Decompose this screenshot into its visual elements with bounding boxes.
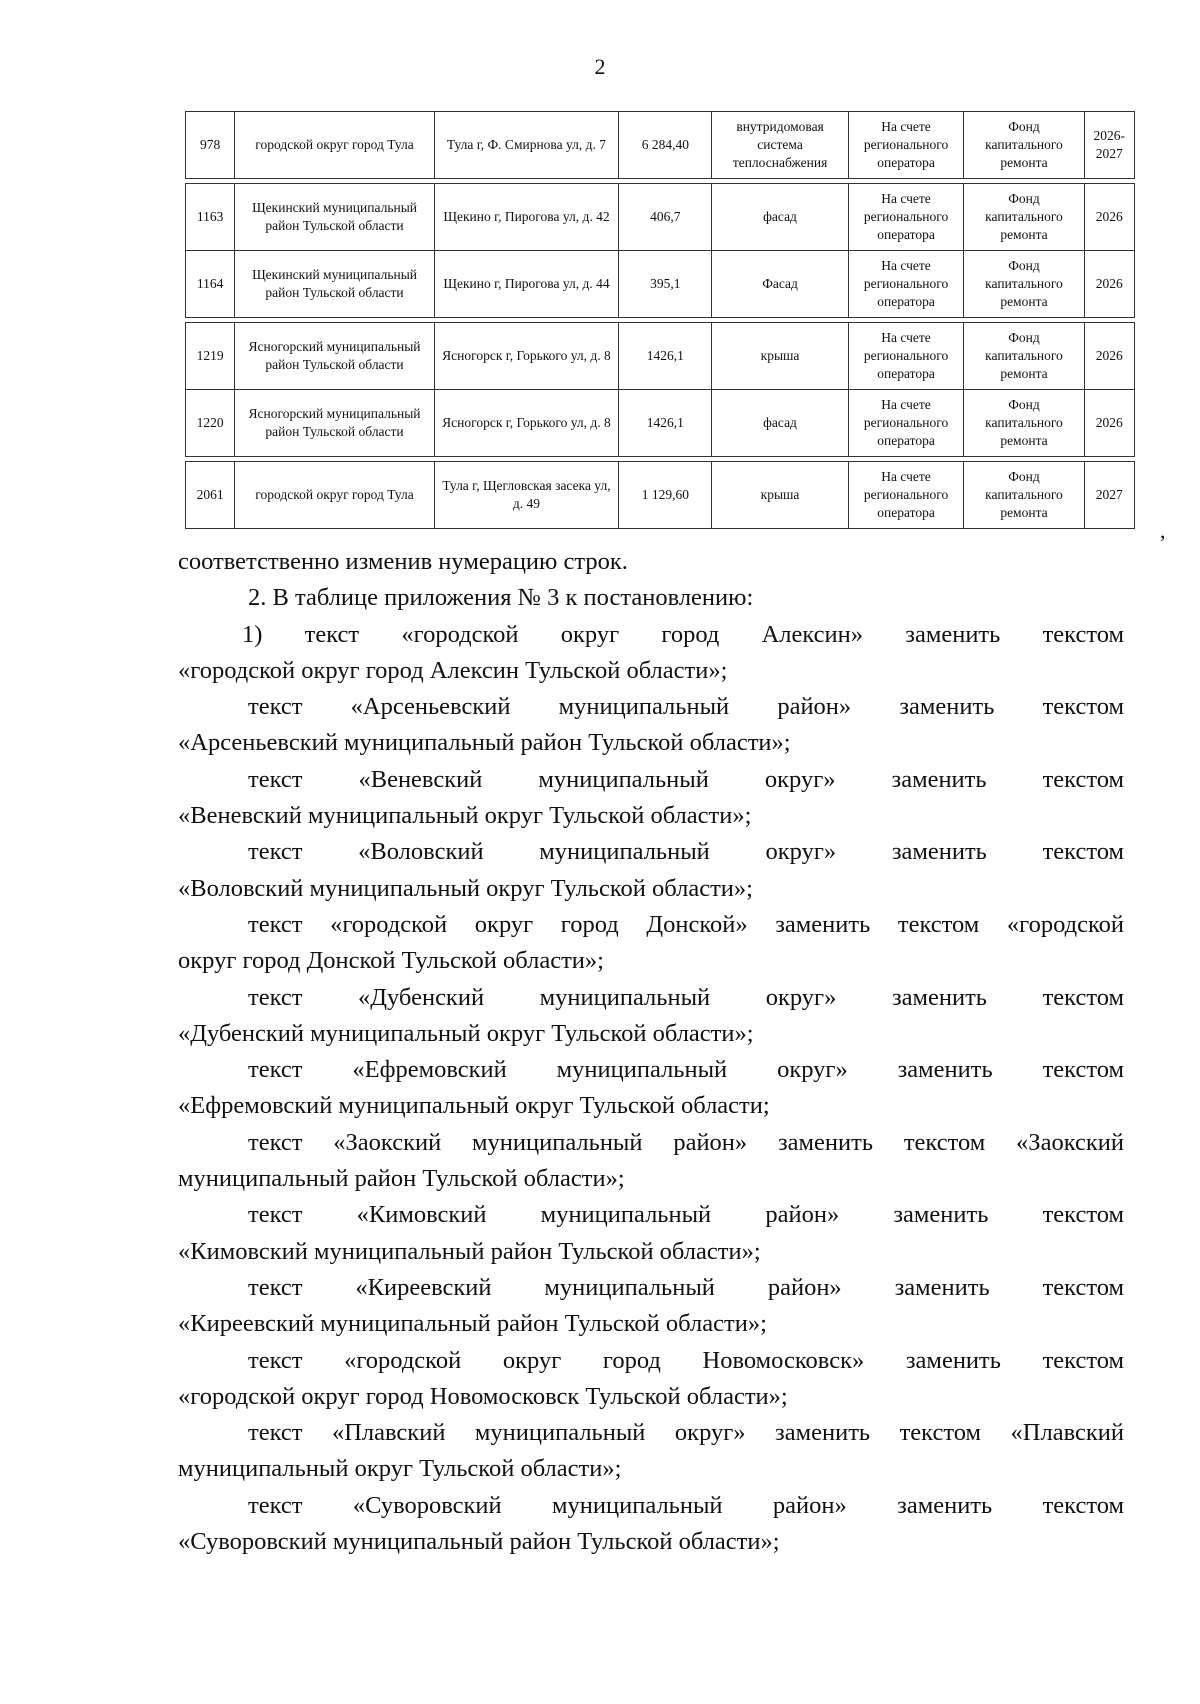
funding-source-cell: Фонд капитального ремонта [964,323,1084,390]
body-paragraph-line: текст «Киреевский муниципальный район» заменить текстом [248,1273,1124,1301]
row-number: 1163 [186,184,235,251]
work-type-cell: внутридомовая система теплоснабжения [712,112,848,179]
body-paragraph-line: текст «Суворовский муниципальный район» заменить текстом [248,1491,1124,1519]
body-text [178,544,1124,1560]
body-paragraph-line: «Ефремовский муниципальный округ Тульской области; [178,1092,770,1120]
row-number: 2061 [186,462,235,529]
body-paragraph-line: текст «Веневский муниципальный округ» заменить текстом [248,765,1124,793]
work-type-cell: фасад [712,184,848,251]
municipality-cell: Щекинский муниципальный район Тульской области [235,184,434,251]
area-cell: 406,7 [619,184,712,251]
account-cell: На счете регионального оператора [848,184,964,251]
body-paragraph-line: текст «Воловский муниципальный округ» заменить текстом [248,838,1124,866]
work-type-cell: фасад [712,390,848,457]
area-cell: 6 284,40 [619,112,712,179]
address-cell: Ясногорск г, Горького ул, д. 8 [434,390,618,457]
years-cell: 2026-2027 [1084,112,1134,179]
table-row [186,112,1135,179]
table-row [186,323,1135,390]
municipality-cell: Щекинский муниципальный район Тульской области [235,251,434,318]
body-paragraph-line: текст «Арсеньевский муниципальный район» заменить текстом [248,693,1124,721]
address-cell: Ясногорск г, Горького ул, д. 8 [434,323,618,390]
table-group [185,183,1135,318]
body-paragraph-line: соответственно изменив нумерацию строк. [178,548,628,575]
table-group [185,111,1135,179]
account-cell: На счете регионального оператора [848,462,964,529]
account-cell: На счете регионального оператора [848,112,964,179]
table-row [186,251,1135,318]
body-paragraph-line: «Киреевский муниципальный район Тульской области»; [178,1310,767,1338]
account-cell: На счете регионального оператора [848,323,964,390]
row-number: 1164 [186,251,235,318]
body-paragraph-line: «Веневский муниципальный округ Тульской области»; [178,802,752,830]
area-cell: 1426,1 [619,323,712,390]
area-cell: 1 129,60 [619,462,712,529]
area-cell: 395,1 [619,251,712,318]
body-paragraph-line: 2. В таблице приложения № 3 к постановлению: [248,584,754,612]
work-type-cell: крыша [712,323,848,390]
years-cell: 2026 [1084,323,1134,390]
municipality-cell: Ясногорский муниципальный район Тульской области [235,323,434,390]
funding-source-cell: Фонд капитального ремонта [964,390,1084,457]
body-paragraph-line: текст «Плавский муниципальный округ» заменить текстом «Плавский [248,1419,1124,1447]
account-cell: На счете регионального оператора [848,390,964,457]
account-cell: На счете регионального оператора [848,251,964,318]
area-cell: 1426,1 [619,390,712,457]
body-paragraph-line: текст «Заокский муниципальный район» заменить текстом «Заокский [248,1128,1124,1156]
work-type-cell: Фасад [712,251,848,318]
municipality-cell: городской округ город Тула [235,462,434,529]
body-paragraph-line: 1) текст «городской округ город Алексин» заменить текстом [242,620,1124,648]
body-paragraph-line: округ город Донской Тульской области»; [178,947,604,975]
table-group [185,461,1135,529]
table-row [186,462,1135,529]
years-cell: 2026 [1084,251,1134,318]
body-paragraph-line: «Кимовский муниципальный район Тульской области»; [178,1237,761,1265]
address-cell: Тула г, Ф. Смирнова ул, д. 7 [434,112,618,179]
data-tables [185,111,1135,529]
trailing-comma: , [1160,518,1166,543]
body-paragraph-line: «городской округ город Новомосковск Тульской области»; [178,1382,788,1410]
body-paragraph-line: текст «Кимовский муниципальный район» заменить текстом [248,1201,1124,1229]
page-number: 2 [594,54,606,79]
work-type-cell: крыша [712,462,848,529]
body-paragraph-line: муниципальный округ Тульской области»; [178,1455,622,1483]
funding-source-cell: Фонд капитального ремонта [964,184,1084,251]
row-number: 978 [186,112,235,179]
body-paragraph-line: текст «Ефремовский муниципальный округ» заменить текстом [248,1056,1124,1084]
municipality-cell: Ясногорский муниципальный район Тульской области [235,390,434,457]
body-paragraph-line: «Арсеньевский муниципальный район Тульской области»; [178,729,791,757]
row-number: 1219 [186,323,235,390]
table-group [185,322,1135,457]
body-paragraph-line: «Суворовский муниципальный район Тульской области»; [178,1528,780,1556]
funding-source-cell: Фонд капитального ремонта [964,112,1084,179]
row-number: 1220 [186,390,235,457]
address-cell: Тула г, Щегловская засека ул, д. 49 [434,462,618,529]
municipality-cell: городской округ город Тула [235,112,434,179]
funding-source-cell: Фонд капитального ремонта [964,462,1084,529]
address-cell: Щекино г, Пирогова ул, д. 44 [434,251,618,318]
body-paragraph-line: «Дубенский муниципальный округ Тульской области»; [178,1019,754,1047]
body-paragraph-line: «Воловский муниципальный округ Тульской области»; [178,874,753,902]
table-row [186,390,1135,457]
body-paragraph-line: текст «Дубенский муниципальный округ» заменить текстом [248,983,1124,1011]
years-cell: 2026 [1084,184,1134,251]
body-paragraph-line: муниципальный район Тульской области»; [178,1165,625,1193]
address-cell: Щекино г, Пирогова ул, д. 42 [434,184,618,251]
years-cell: 2027 [1084,462,1134,529]
table-row [186,184,1135,251]
years-cell: 2026 [1084,390,1134,457]
body-paragraph-line: текст «городской округ город Новомосковск» заменить текстом [248,1346,1124,1374]
body-paragraph-line: «городской округ город Алексин Тульской области»; [178,656,728,684]
body-paragraph-line: текст «городской округ город Донской» заменить текстом «городской [248,910,1124,938]
funding-source-cell: Фонд капитального ремонта [964,251,1084,318]
